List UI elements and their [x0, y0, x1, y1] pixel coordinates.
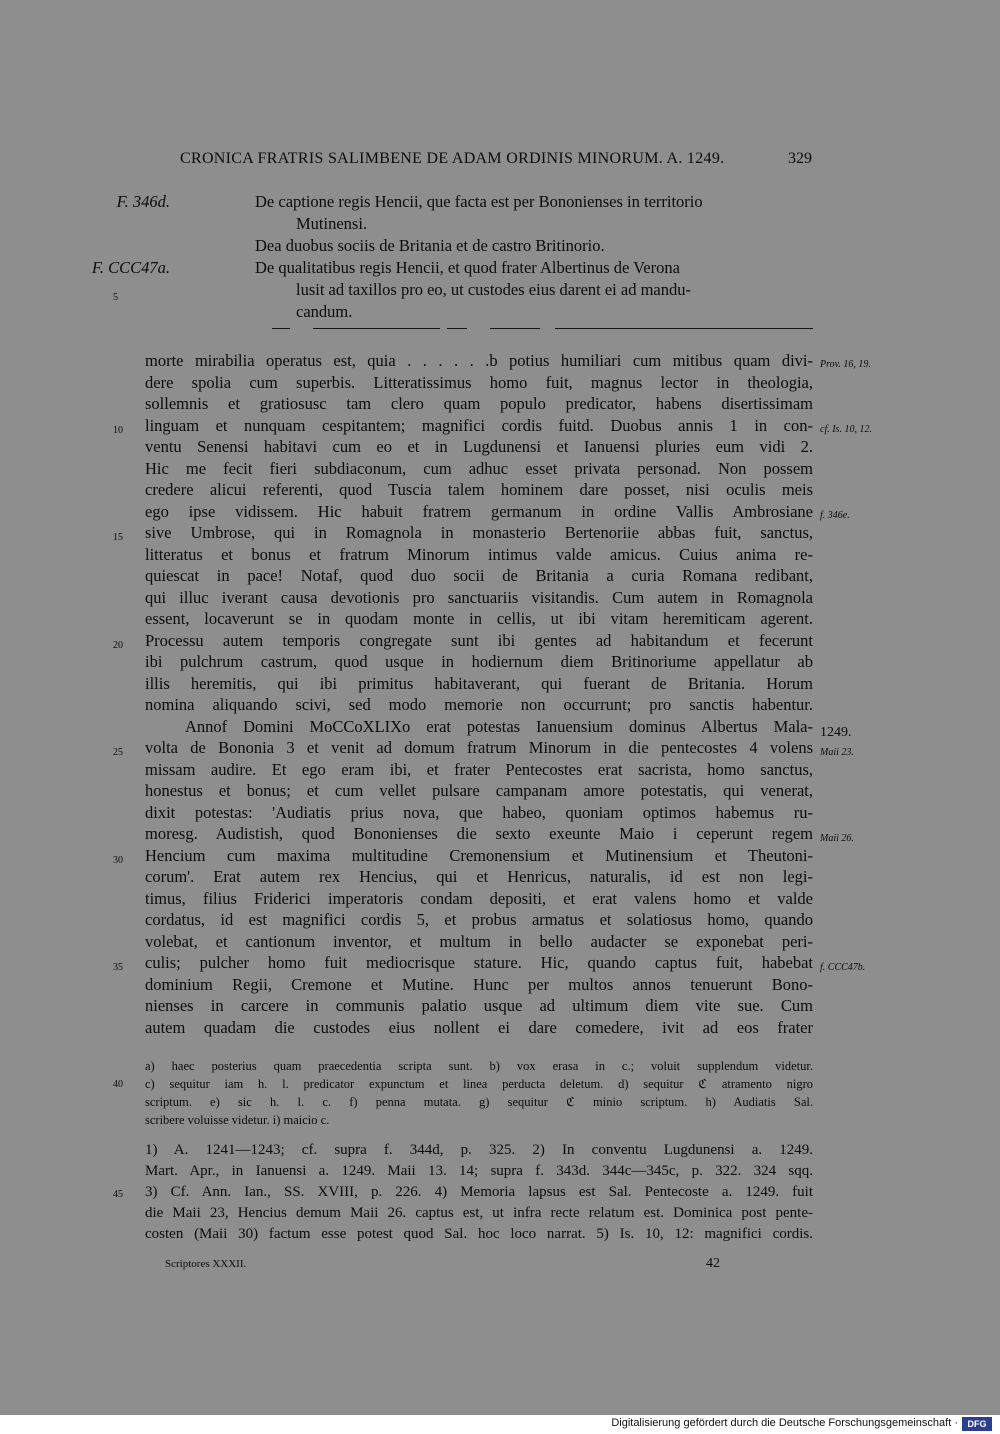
footnotes	[145, 1140, 813, 1245]
margin-note: cf. Is. 10, 12.	[820, 424, 872, 435]
line-number: 20	[113, 640, 123, 651]
dfg-logo: DFG	[962, 1417, 992, 1431]
funding-bar	[0, 1415, 1000, 1434]
line-number: 10	[113, 425, 123, 436]
margin-note: f. 346e.	[820, 510, 850, 521]
text-line: sive Umbrose, qui in Romagnola in monasterio Bertenoriie abbas fuit, sanctus,	[145, 523, 813, 542]
margin-note: f. CCC47b.	[820, 962, 866, 973]
text-line: volta de Bononia 3 et venit ad domum fratrum Minorum in die pentecostes 4 volens	[145, 738, 813, 757]
text-line: dere spolia cum superbis. Litteratissimus homo fuit, magnus lector in theologia,	[145, 372, 813, 392]
text-line: dominium Regii, Cremone et Mutine. Hunc per multos annos tenuerunt Bono-	[145, 974, 813, 994]
rule	[447, 328, 467, 329]
text-line: linguam et nunquam cespitantem; magnifici cordis fuitd. Duobus annis 1 in con-	[145, 415, 813, 435]
page-number: 329	[788, 150, 812, 167]
text-line: autem quadam die custodes eius nollent ei dare comedere, ivit ad eos frater	[145, 1017, 813, 1037]
apparatus-line: c) sequitur iam h. l. predicator expunctum et linea perducta deletum. d) sequitur ℭ atramento nigro	[145, 1077, 813, 1091]
margin-note: Maii 23.	[820, 747, 854, 758]
toc-line: De qualitatibus regis Hencii, et quod frater Albertinus de Verona	[255, 258, 680, 277]
text-line: litteratus et bonus et fratrum Minorum intimus valde amicus. Cuius anima re-	[145, 544, 813, 564]
text-line: morte mirabilia operatus est, quia . . . . . .b potius humiliari cum mitibus quam divi-	[145, 351, 813, 370]
text-line: illis heremitis, qui ibi primitus habitaverant, qui fuerant de Britania. Horum	[145, 673, 813, 693]
rule	[313, 328, 440, 329]
apparatus-line: a) haec posterius quam praecedentia scripta sunt. b) vox erasa in c.; voluit supplendum videtur.	[145, 1059, 813, 1073]
line-number: 40	[113, 1079, 123, 1090]
apparatus-line: scriptum. e) sic h. l. c. f) penna mutata. g) sequitur ℭ minio scriptum. h) Audiatis Sal.	[145, 1095, 813, 1109]
text-line: qui illuc iverant causa devotionis pro sanctuariis visitandis. Cum autem in Romagnola	[145, 587, 813, 607]
rule	[272, 328, 290, 329]
running-title: CRONICA FRATRIS SALIMBENE DE ADAM ORDINIS MINORUM. A. 1249.	[180, 150, 725, 167]
text-line: Hencium cum maxima multitudine Cremonensium et Mutinensium et Theutoni-	[145, 845, 813, 865]
toc-line: Mutinensi.	[296, 214, 368, 233]
text-line: dixit potestas: 'Audiatis prius nova, que habeo, quoniam optimos habemus ru-	[145, 802, 813, 822]
text-line: timus, filius Friderici imperatoris condam depositi, et erat valens homo et valde	[145, 888, 813, 908]
margin-note: Maii 26.	[820, 833, 854, 844]
text-line: nomina aliquando scivi, sed modo memorie non occurrunt; pro sanctis habentur.	[145, 695, 813, 714]
text-line: culis; pulcher homo fuit mediocrisque stature. Hic, quando captus fuit, habebat	[145, 953, 813, 972]
text-line: cordatus, id est magnifici cordis 5, et probus armatus et solatiosus homo, quando	[145, 910, 813, 929]
toc-line: candum.	[296, 302, 353, 321]
toc-line: Dea duobus sociis de Britania et de castro Britinorio.	[255, 236, 605, 255]
toc-line: De captione regis Hencii, que facta est per Bononienses in territorio	[255, 192, 703, 211]
toc-line: lusit ad taxillos pro eo, ut custodes eius darent ei ad mandu-	[296, 280, 691, 299]
funding-text: Digitalisierung gefördert durch die Deutsche Forschungsgemeinschaft ·	[611, 1417, 958, 1429]
text-line: ego ipse vidissem. Hic habuit fratrem germanum in ordine Vallis Ambrosiane	[145, 501, 813, 521]
text-line: volebat, et cantionum inventor, et multum in bello audacter se exponebat peri-	[145, 931, 813, 951]
line-number: 15	[113, 532, 123, 543]
text-line: sollemnis et gratiosusc tam clero quam populo predicator, habens disertissimam	[145, 394, 813, 413]
line-number: 45	[113, 1189, 123, 1200]
apparatus-line: scribere voluisse videtur. i) maicio c.	[145, 1113, 330, 1127]
text-line: Processu autem temporis congregate sunt ibi gentes ad habitandum et fecerunt	[145, 630, 813, 650]
text-line: missam audire. Et ego eram ibi, et frater Pentecostes erat sacrista, homo sanctus,	[145, 759, 813, 779]
text-line: credere alicui referenti, quod Tuscia talem hominem dare posset, nisi oculis meis	[145, 480, 813, 499]
line-number: 30	[113, 855, 123, 866]
text-line: Annof Domini MoCCoXLIXo erat potestas Ianuensium dominus Albertus Mala-	[185, 716, 813, 736]
folio-label: F. 346d.	[116, 192, 170, 211]
footnote-line: 1) A. 1241—1243; cf. supra f. 344d, p. 325. 2) In conventu Lugdunensi a. 1249.	[145, 1142, 813, 1158]
toc-entry	[70, 191, 815, 213]
text-line: honestus et bonus; et cum vellet pulsare campanam amore potestatis, qui venerat,	[145, 781, 813, 800]
main-text	[145, 350, 813, 1038]
footnote-line: 3) Cf. Ann. Ian., SS. XVIII, p. 226. 4) Memoria lapsus est Sal. Pentecoste a. 1249. fuit	[145, 1184, 813, 1200]
series-signature: Scriptores XXXII.	[165, 1258, 247, 1270]
line-number: 5	[113, 292, 118, 303]
sheet-number: 42	[706, 1256, 720, 1271]
line-number: 25	[113, 747, 123, 758]
toc-entry	[70, 257, 815, 279]
text-line: quiescat in pace! Notaf, quod duo socii de Britania a curia Romana redibant,	[145, 566, 813, 585]
text-line: corum'. Erat autem rex Hencius, qui et Henricus, naturalis, id est non legi-	[145, 867, 813, 886]
footnote-line: costen (Maii 30) factum esse potest quod Sal. hoc loco narrat. 5) Is. 10, 12: magnifici cordis.	[145, 1226, 813, 1242]
text-line: ibi pulchrum castrum, quod usque in hodiernum diem Britinoriume appellatur ab	[145, 652, 813, 671]
line-number: 35	[113, 962, 123, 973]
text-line: moresg. Audistish, quod Bononienses die sexto exeunte Maio i ceperunt regem	[145, 824, 813, 843]
text-line: nienses in carcere in communis palatio usque ad ultimum diem vite sue. Cum	[145, 996, 813, 1015]
text-line: ventu Senensi habitavi cum eo et in Lugdunensi et Ianuensi pluries eum vidi 2.	[145, 437, 813, 456]
rule	[490, 328, 540, 329]
folio-label: F. CCC47a.	[91, 258, 170, 277]
critical-apparatus	[145, 1057, 813, 1129]
footnote-line: die Maii 23, Hencius demum Maii 26. captus est, ut infra recte relatum est. Dominica post pente-	[145, 1205, 813, 1221]
rule	[555, 328, 813, 329]
footnote-line: Mart. Apr., in Ianuensi a. 1249. Maii 13. 14; supra f. 343d. 344c—345c, p. 322. 324 sqq.	[145, 1163, 813, 1179]
margin-note: 1249.	[820, 725, 852, 740]
margin-note: Prov. 16, 19.	[820, 359, 871, 370]
text-line: Hic me fecit fieri subdiaconum, cum adhuc esset privata personad. Non possem	[145, 458, 813, 478]
text-line: essent, locaverunt se in quodam monte in cellis, ut ibi vitam heremiticam agerent.	[145, 609, 813, 628]
